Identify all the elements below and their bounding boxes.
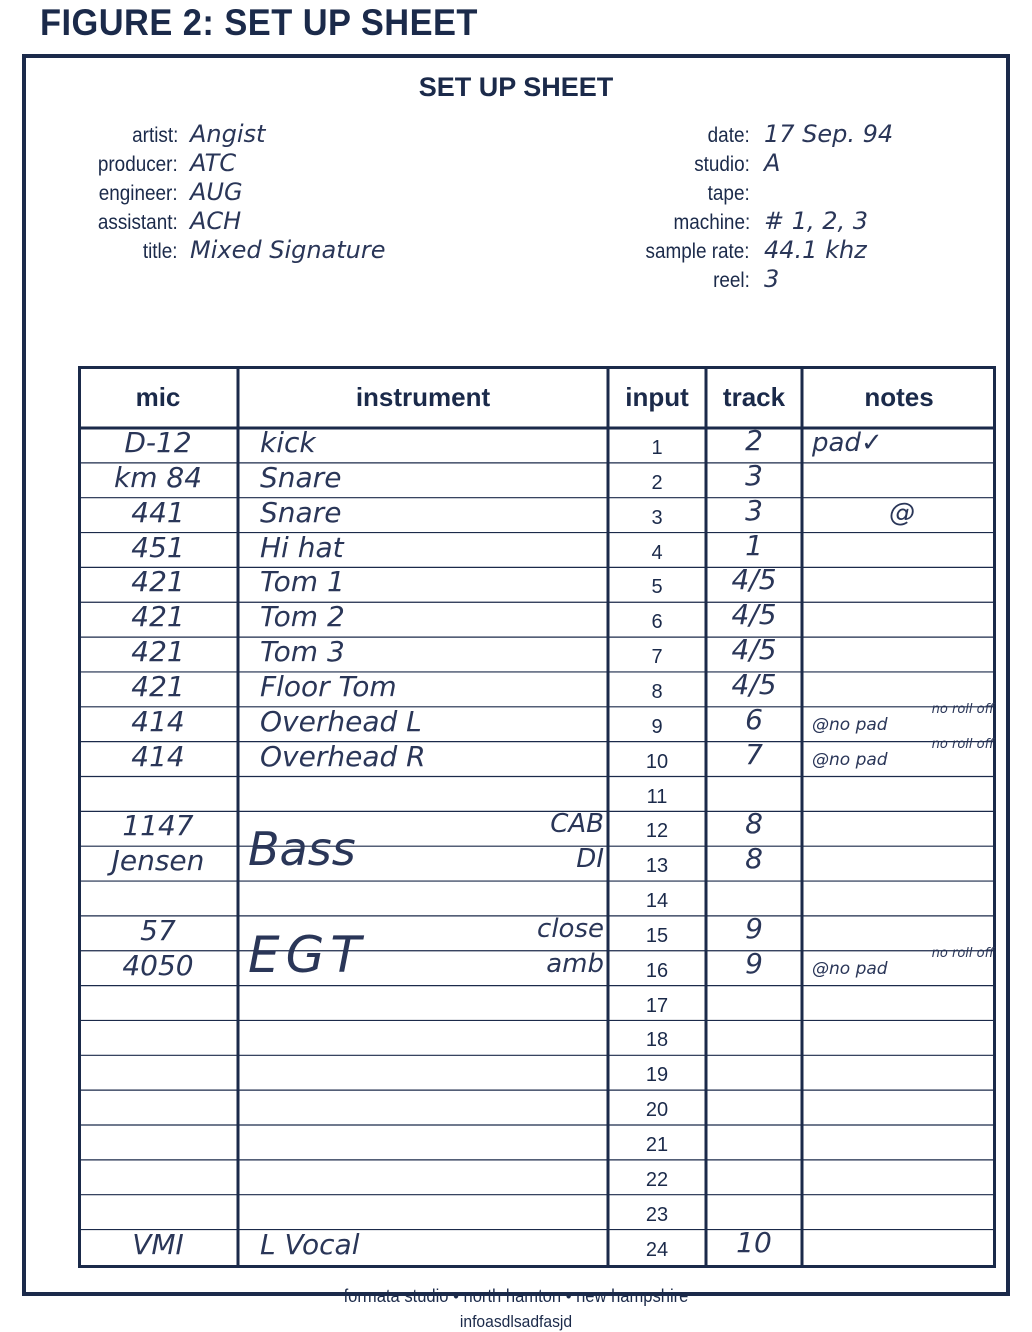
notes-cell: pad✓ [812, 428, 883, 458]
field-label: date: [707, 124, 750, 147]
field-reel [546, 265, 996, 299]
table-row [78, 911, 996, 951]
table-row [78, 563, 996, 602]
table-row [78, 1020, 996, 1055]
input-cell: 21 [645, 1134, 669, 1156]
track-cell: 4/5 [731, 598, 777, 632]
table-row [78, 842, 996, 881]
instrument-cell: kick [260, 426, 316, 459]
input-cell: 19 [645, 1064, 669, 1087]
table-row [78, 945, 996, 986]
column-header-instrument: instrument [355, 382, 491, 412]
track-cell: 2 [745, 424, 763, 457]
track-cell: 9 [745, 911, 763, 945]
field-value: Angist [190, 120, 266, 148]
figure-title: FIGURE 2: SET UP SHEET [40, 2, 478, 43]
mic-cell: 421 [131, 635, 185, 669]
table-row [78, 986, 996, 1021]
track-cell: 8 [745, 842, 763, 876]
track-cell: 3 [745, 493, 763, 527]
notes-cell: @no pad [812, 958, 888, 979]
input-cell: 5 [651, 576, 663, 599]
field-value: 3 [764, 265, 780, 293]
notes-small-cell: no roll off [931, 736, 994, 752]
input-cell: 15 [645, 924, 669, 947]
input-cell: 1 [651, 437, 663, 459]
notes-cell: @no pad [812, 714, 888, 735]
table-row [78, 1160, 996, 1195]
input-cell: 17 [645, 994, 669, 1017]
table-row [78, 424, 996, 463]
mic-cell: km 84 [113, 460, 203, 494]
table-row [78, 1195, 996, 1230]
field-value: # 1, 2, 3 [764, 207, 869, 235]
column-header-input: input [625, 382, 689, 412]
track-cell: 4/5 [731, 667, 777, 701]
track-cell: 8 [745, 807, 763, 841]
input-cell: 16 [645, 959, 669, 982]
mic-cell: 414 [131, 739, 185, 773]
input-cell: 20 [645, 1099, 669, 1122]
track-cell: 3 [745, 458, 763, 492]
field-label: tape: [707, 182, 750, 205]
mic-cell: 421 [131, 565, 185, 599]
instrument-sub-cell: amb [546, 948, 604, 979]
table-row [78, 528, 996, 568]
table-row [78, 1090, 996, 1125]
mic-cell: 1147 [122, 809, 194, 843]
input-cell: 24 [645, 1238, 669, 1261]
mic-cell: 4050 [122, 948, 194, 982]
column-header-track: track [722, 382, 786, 412]
instrument-cell: Snare [260, 495, 342, 529]
instrument-cell: Overhead R [260, 739, 426, 773]
table-row [78, 493, 996, 533]
field-value: AUG [190, 178, 243, 206]
table-row [78, 777, 996, 812]
mic-cell: 57 [140, 913, 176, 947]
mic-cell: 421 [131, 669, 185, 703]
table-row [78, 701, 996, 742]
field-studio [546, 149, 996, 183]
setup-sheet [22, 54, 1010, 1331]
field-label: producer: [98, 153, 178, 176]
input-cell: 10 [645, 750, 669, 773]
field-value: ATC [190, 149, 237, 177]
input-cell: 3 [651, 506, 663, 529]
instrument-cell: Snare [260, 460, 342, 494]
footer-info: infoasdlsadfasjd [459, 1312, 573, 1331]
input-cell: 23 [645, 1203, 669, 1226]
footer-studio: formata studio • north hamton • new hampshire [343, 1286, 689, 1306]
input-cell: 14 [645, 890, 669, 913]
mic-cell: 441 [131, 495, 185, 529]
instrument-cell: Hi hat [260, 530, 344, 564]
field-label: assistant: [98, 211, 178, 234]
input-cell: 18 [645, 1029, 669, 1052]
table-row [78, 458, 996, 498]
input-cell: 12 [645, 820, 669, 843]
notes-small-cell: no roll off [931, 945, 994, 961]
track-table [78, 366, 996, 1268]
track-cell: 7 [745, 737, 763, 771]
track-cell: 6 [745, 702, 763, 736]
input-cell: 6 [651, 611, 663, 634]
instrument-sub-cell: DI [576, 844, 604, 875]
input-cell: 11 [646, 785, 668, 808]
instrument-sub-cell: close [537, 913, 604, 944]
table-row [78, 881, 996, 916]
mic-cell: 451 [131, 530, 185, 564]
instrument-cell: Tom 3 [260, 635, 345, 669]
track-cell: 4/5 [731, 633, 777, 667]
instrument-cell: Tom 1 [260, 565, 345, 599]
table-row [78, 1225, 996, 1265]
table-row [78, 1055, 996, 1090]
mic-cell: D-12 [124, 426, 192, 459]
field-title [26, 236, 486, 270]
instrument-sub-cell: CAB [550, 809, 604, 840]
table-row [78, 633, 996, 672]
field-label: reel: [713, 269, 750, 292]
input-cell: 22 [645, 1168, 669, 1191]
mic-cell: 421 [131, 600, 185, 634]
input-cell: 8 [651, 680, 663, 703]
track-cell: 9 [745, 946, 763, 980]
instrument-cell: L Vocal [260, 1227, 360, 1261]
field-label: sample rate: [645, 240, 750, 263]
group-label-bass: Bass [248, 822, 356, 876]
field-label: artist: [131, 124, 178, 147]
field-label: machine: [673, 211, 750, 234]
column-header-mic: mic [135, 382, 181, 412]
field-label: title: [143, 240, 178, 263]
table-row [78, 736, 996, 777]
instrument-cell: Tom 2 [260, 600, 345, 634]
input-cell: 9 [651, 715, 663, 738]
input-cell: 7 [651, 646, 663, 669]
input-cell: 2 [651, 471, 663, 494]
track-cell: 4/5 [731, 563, 777, 597]
group-label-egt: EGT [248, 926, 367, 984]
table-row [78, 1125, 996, 1160]
track-cell: 10 [736, 1225, 772, 1259]
field-value: 17 Sep. 94 [764, 120, 894, 148]
mic-cell: VMI [132, 1227, 184, 1261]
field-producer [26, 149, 486, 183]
field-engineer [26, 178, 486, 212]
field-value: Mixed Signature [190, 236, 386, 264]
track-cell: 1 [745, 528, 763, 562]
column-header-notes: notes [864, 382, 934, 412]
field-value: ACH [190, 207, 242, 235]
field-value: 44.1 khz [764, 236, 867, 264]
field-value: A [764, 149, 781, 177]
field-label: engineer: [99, 182, 178, 205]
table-row [78, 807, 996, 846]
instrument-cell: Overhead L [260, 704, 422, 738]
table-row [78, 598, 996, 637]
mic-cell: Jensen [111, 844, 205, 878]
field-artist [26, 120, 486, 154]
notes-cell: @ [889, 497, 915, 528]
field-label: studio: [694, 153, 750, 176]
table-row [78, 667, 996, 707]
instrument-cell: Floor Tom [260, 669, 397, 703]
sheet-title: SET UP SHEET [418, 72, 614, 102]
mic-cell: 414 [131, 704, 185, 738]
input-cell: 4 [651, 541, 663, 564]
input-cell: 13 [645, 855, 669, 878]
notes-small-cell: no roll off [931, 701, 994, 717]
notes-cell: @no pad [812, 749, 888, 770]
